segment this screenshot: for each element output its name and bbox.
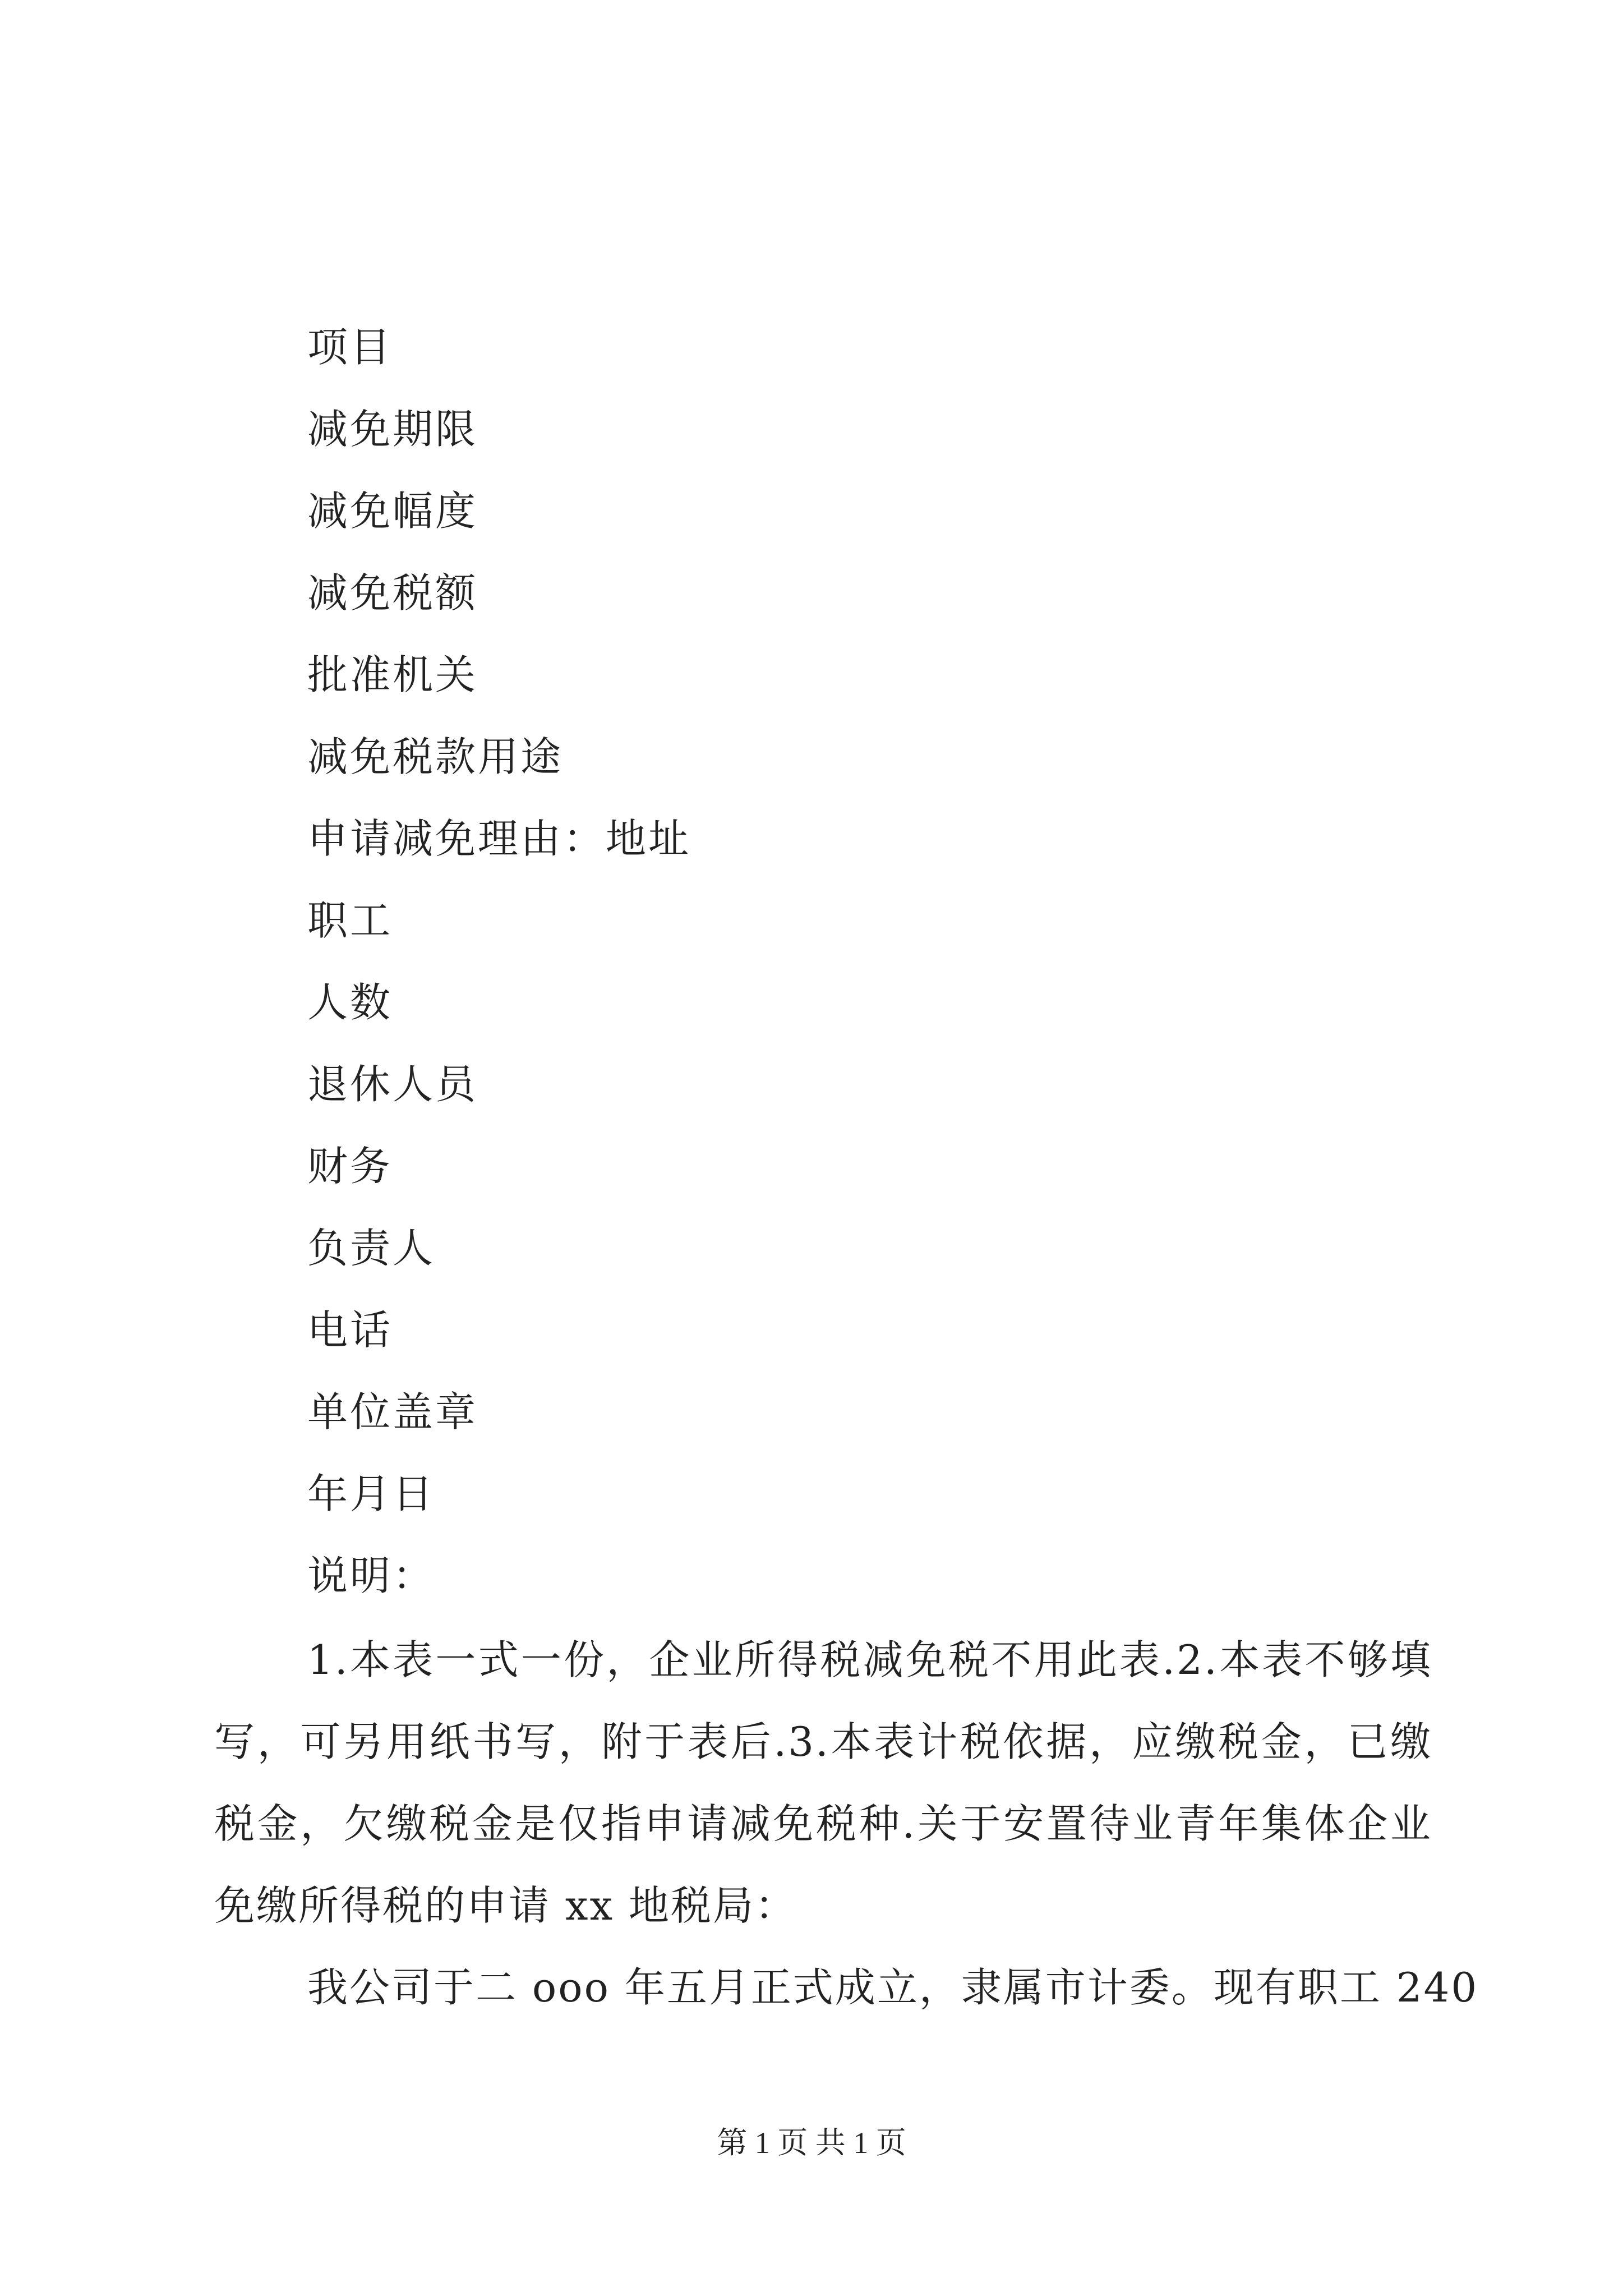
field-item-headcount: 人数 xyxy=(307,979,393,1026)
form-field-list xyxy=(307,306,1429,1617)
field-item-phone: 电话 xyxy=(307,1306,393,1354)
field-item-person-in-charge: 负责人 xyxy=(307,1225,436,1272)
field-item-term: 减免期限 xyxy=(307,406,478,453)
company-paragraph: 我公司于二 ooo 年五月正式成立，隶属市计委。现有职工 240 xyxy=(307,1964,1479,2011)
field-item-extent: 减免幅度 xyxy=(307,487,478,535)
field-item-amount: 减免税额 xyxy=(307,569,478,616)
field-item-reason-address: 申请减免理由：地址 xyxy=(307,815,691,862)
field-item-project: 项目 xyxy=(307,324,393,371)
field-item-finance: 财务 xyxy=(307,1143,393,1190)
page-footer: 第 1 页 共 1 页 xyxy=(717,2126,906,2160)
field-item-retirees: 退休人员 xyxy=(307,1061,478,1108)
field-item-staff: 职工 xyxy=(307,897,393,944)
field-item-notes-heading: 说明： xyxy=(307,1552,436,1599)
field-item-date: 年月日 xyxy=(307,1470,436,1517)
field-item-approver: 批准机关 xyxy=(307,651,478,698)
field-item-usage: 减免税款用途 xyxy=(307,733,564,780)
field-item-seal: 单位盖章 xyxy=(307,1388,478,1435)
notes-paragraph: 1.本表一式一份，企业所得税减免税不用此表.2.本表不够填写，可另用纸书写，附于表后.3.本表计税依据，应缴税金，已缴税金，欠缴税金是仅指申请减免税种.关于安置待业青年集体企业免缴所得税的申请 xx 地税局： xyxy=(214,1636,1432,1929)
